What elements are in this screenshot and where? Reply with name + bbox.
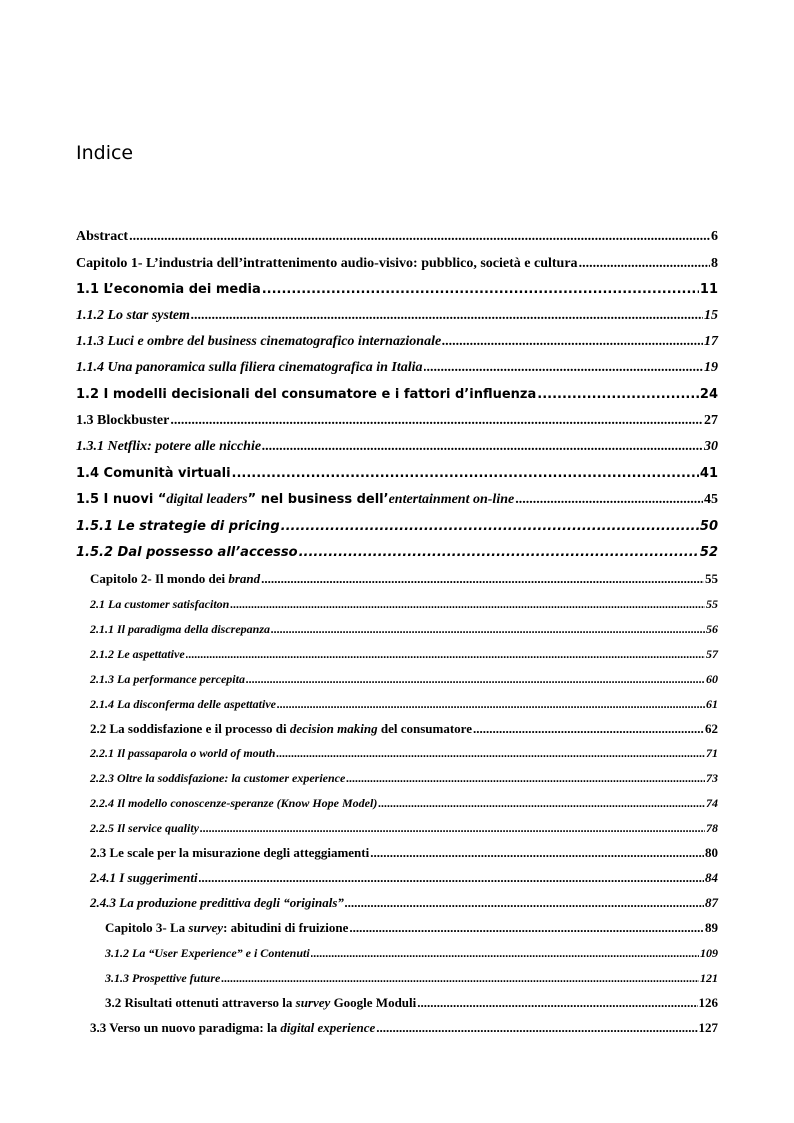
toc-entry-title: Abstract	[76, 229, 129, 244]
dot-leader	[473, 721, 704, 737]
dot-leader	[299, 545, 699, 560]
dot-leader	[346, 771, 705, 786]
dot-leader	[200, 821, 705, 836]
toc-entry-1-1-3[interactable]	[76, 334, 718, 350]
dot-leader	[442, 334, 703, 350]
toc-entry-2-1-1[interactable]	[90, 622, 718, 637]
toc-entry-1-1-2[interactable]	[76, 308, 718, 324]
toc-page-number: 80	[705, 845, 718, 860]
dot-leader	[376, 1020, 697, 1036]
toc-entry-title: 2.1.1 Il paradigma della discrepanza	[90, 622, 271, 636]
toc-page-number: 6	[711, 229, 718, 244]
toc-entry-title: 3.1.3 Prospettive future	[105, 971, 221, 985]
toc-page-number: 84	[705, 870, 718, 885]
toc-page-number: 71	[706, 746, 718, 760]
toc-entry-2-2-3[interactable]	[90, 771, 718, 786]
dot-leader	[191, 308, 703, 324]
toc-entry-1-5-2[interactable]	[76, 545, 718, 560]
toc-page-number: 17	[704, 334, 718, 349]
toc-entry-2-2-5[interactable]	[90, 821, 718, 836]
dot-leader	[311, 946, 699, 961]
toc-entry-1-1-4[interactable]	[76, 360, 718, 376]
toc-entry-2-1[interactable]	[90, 597, 718, 612]
toc-page-number: 109	[700, 946, 718, 960]
toc-entry-1-5[interactable]	[76, 492, 718, 508]
dot-leader	[261, 571, 704, 587]
toc-page-number: 87	[705, 895, 718, 910]
dot-leader	[271, 622, 705, 637]
dot-leader	[276, 746, 705, 761]
toc-entry-title: Capitolo 1- L’industria dell’intrattenimento audio-visivo: pubblico, società e cultura	[76, 256, 578, 271]
dot-leader	[370, 845, 704, 861]
toc-entry-title: 1.3.1 Netflix: potere alle nicchie	[76, 439, 262, 454]
toc-page-number: 121	[700, 971, 718, 985]
toc-page-number: 52	[699, 545, 718, 560]
dot-leader	[246, 672, 705, 687]
dot-leader	[199, 870, 704, 886]
toc-page-number: 19	[704, 360, 718, 375]
dot-leader	[579, 256, 710, 272]
toc-entry-3-1-2[interactable]	[105, 946, 718, 961]
toc-page-number: 56	[706, 622, 718, 636]
toc-entry-title: 1.5.1 Le strategie di pricing	[76, 519, 280, 534]
dot-leader	[262, 282, 699, 297]
dot-leader	[262, 439, 703, 455]
toc-entry-chapter-1[interactable]	[76, 256, 718, 272]
page-title: Indice	[76, 142, 134, 164]
dot-leader	[515, 492, 703, 508]
toc-entry-title: 1.5.2 Dal possesso all’accesso	[76, 545, 298, 560]
toc-page-number: 126	[698, 995, 718, 1010]
toc-page-number: 30	[704, 439, 718, 454]
toc-entry-title: 3.3 Verso un nuovo paradigma: la digital experience	[90, 1020, 376, 1035]
toc-entry-2-4-3[interactable]	[90, 895, 718, 911]
toc-page-number: 41	[699, 466, 718, 481]
toc-page-number: 127	[698, 1020, 718, 1035]
dot-leader	[277, 697, 705, 712]
toc-page-number: 62	[705, 721, 718, 736]
toc-entry-title: 1.3 Blockbuster	[76, 413, 170, 428]
toc-entry-title: 3.1.2 La “User Experience” e i Contenuti	[105, 946, 310, 960]
toc-entry-1-1[interactable]	[76, 282, 718, 297]
toc-page-number: 27	[704, 413, 718, 428]
dot-leader	[417, 995, 697, 1011]
toc-entry-2-3[interactable]	[90, 845, 718, 861]
toc-entry-title: Capitolo 2- Il mondo dei brand	[90, 571, 261, 586]
dot-leader	[170, 413, 703, 429]
toc-page-number: 60	[706, 672, 718, 686]
toc-entry-title: 2.1 La customer satisfaciton	[90, 597, 230, 611]
toc-entry-1-3-1[interactable]	[76, 439, 718, 455]
toc-page-number: 55	[706, 597, 718, 611]
toc-entry-title: 3.2 Risultati ottenuti attraverso la survey Google Moduli	[105, 995, 417, 1010]
dot-leader	[129, 229, 710, 245]
toc-entry-title: 1.4 Comunità virtuali	[76, 466, 231, 481]
dot-leader	[221, 971, 699, 986]
toc-page-number: 73	[706, 771, 718, 785]
toc-page-number: 50	[699, 519, 718, 534]
toc-entry-chapter-2[interactable]	[90, 571, 718, 587]
toc-entry-title: 1.1.3 Luci e ombre del business cinematografico internazionale	[76, 334, 442, 349]
dot-leader	[349, 920, 704, 936]
toc-page-number: 24	[699, 387, 718, 402]
toc-entry-abstract[interactable]	[76, 229, 718, 245]
toc-entry-2-2-4[interactable]	[90, 796, 718, 811]
toc-entry-title: 2.2.3 Oltre la soddisfazione: la customer experience	[90, 771, 346, 785]
toc-page-number: 89	[705, 920, 718, 935]
dot-leader	[424, 360, 703, 376]
toc-entry-2-2-1[interactable]	[90, 746, 718, 761]
dot-leader	[281, 519, 699, 534]
toc-entry-1-3[interactable]	[76, 413, 718, 429]
toc-entry-title: 2.3 Le scale per la misurazione degli atteggiamenti	[90, 845, 370, 860]
toc-entry-chapter-3[interactable]	[105, 920, 718, 936]
dot-leader	[537, 387, 699, 402]
toc-entry-2-1-4[interactable]	[90, 697, 718, 712]
toc-page-number: 15	[704, 308, 718, 323]
toc-entry-1-5-1[interactable]	[76, 519, 718, 534]
toc-page-number: 61	[706, 697, 718, 711]
toc-page-number: 11	[699, 282, 718, 297]
toc-entry-title: 1.5 I nuovi “digital leaders” nel business dell’entertainment on-line	[76, 492, 515, 507]
toc-page-number: 55	[705, 571, 718, 586]
dot-leader	[186, 647, 705, 662]
toc-entry-1-4[interactable]	[76, 466, 718, 481]
toc-entry-2-4-1[interactable]	[90, 870, 718, 886]
toc-page-number: 45	[704, 492, 718, 507]
toc-page-number: 8	[711, 256, 718, 271]
dot-leader	[345, 895, 704, 911]
toc-entry-title: 2.1.3 La performance percepita	[90, 672, 245, 686]
toc-entry-title: 1.2 I modelli decisionali del consumatore e i fattori d’influenza	[76, 387, 537, 402]
toc-entry-title: 2.2.5 Il service quality	[90, 821, 199, 835]
toc-entry-title: 2.2.4 Il modello conoscenze-speranze (Know Hope Model)	[90, 796, 378, 810]
toc-entry-3-2[interactable]	[105, 995, 718, 1011]
toc-entry-title: Capitolo 3- La survey: abitudini di fruizione	[105, 920, 349, 935]
dot-leader	[230, 597, 705, 612]
toc-entry-2-1-2[interactable]	[90, 647, 718, 662]
dot-leader	[378, 796, 705, 811]
dot-leader	[232, 466, 699, 481]
toc-entry-title: 1.1.2 Lo star system	[76, 308, 190, 323]
toc-entry-title: 2.2.1 Il passaparola o world of mouth	[90, 746, 276, 760]
toc-entry-3-1-3[interactable]	[105, 971, 718, 986]
toc-entry-2-1-3[interactable]	[90, 672, 718, 687]
toc-entry-title: 2.4.3 La produzione predittiva degli “originals”	[90, 895, 344, 910]
toc-entry-2-2[interactable]	[90, 721, 718, 737]
toc-entry-3-3[interactable]	[90, 1020, 718, 1036]
toc-entry-title: 1.1.4 Una panoramica sulla filiera cinematografica in Italia	[76, 360, 423, 375]
toc-entry-title: 2.4.1 I suggerimenti	[90, 870, 198, 885]
toc-entry-title: 2.1.2 Le aspettative	[90, 647, 185, 661]
toc-entry-title: 2.1.4 La disconferma delle aspettative	[90, 697, 276, 711]
toc-page-number: 78	[706, 821, 718, 835]
toc-page-number: 57	[706, 647, 718, 661]
toc-page-number: 74	[706, 796, 718, 810]
toc-entry-title: 2.2 La soddisfazione e il processo di decision making del consumatore	[90, 721, 472, 736]
toc-entry-1-2[interactable]	[76, 387, 718, 402]
toc-entry-title: 1.1 L’economia dei media	[76, 282, 261, 297]
